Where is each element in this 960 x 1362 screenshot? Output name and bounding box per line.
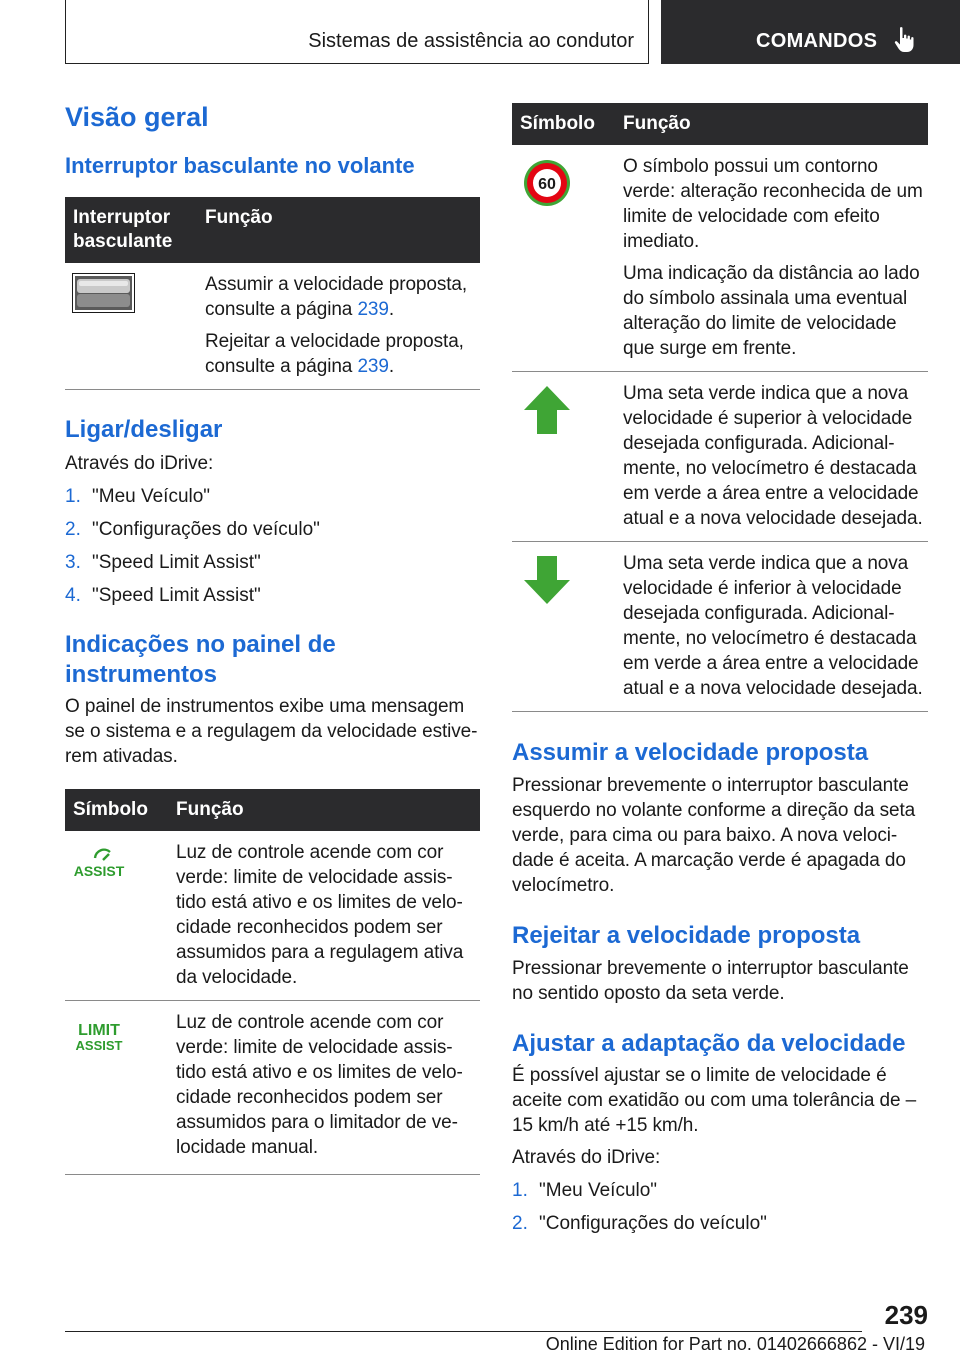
symbol-table-left xyxy=(65,789,480,1175)
table-row xyxy=(512,145,928,372)
speed-sign-text-1: O símbolo possui um contorno verde: alteração reconhecida de um limite de velocidade com efeito imediato. xyxy=(623,156,923,252)
page-link[interactable]: 239 xyxy=(357,356,389,377)
pointing-hand-icon xyxy=(894,26,916,54)
period: . xyxy=(388,356,395,377)
table-row xyxy=(65,831,480,1001)
table-header-function: Função xyxy=(168,789,480,831)
page-link[interactable]: 239 xyxy=(357,299,389,320)
instrument-panel-text: O painel de instrumentos exibe uma mensagem se o sistema e a regulagem da velocidade estiverem ativadas. xyxy=(65,696,478,767)
speed-limit-sign-icon xyxy=(523,159,571,207)
accept-speed-text: Pressionar brevemente o interruptor basculante esquerdo no volante conforme a direção da seta verde, para cima ou para baixo. A nova velocidade é aceita. A marcação verde é apagada do velocímetro. xyxy=(512,775,916,896)
list-item xyxy=(512,1178,928,1203)
step-text: "Speed Limit Assist" xyxy=(92,552,261,573)
assist-icon-label: ASSIST xyxy=(73,863,125,879)
limit-assist-indicator-icon xyxy=(65,1021,168,1061)
adjust-speed-text: É possível ajustar se o limite de velocidade é aceite com exatidão ou com uma tolerância de –15 km/h até +15 km/h. xyxy=(512,1065,917,1136)
left-column xyxy=(65,100,480,1175)
speed-sign-text-2: Uma indicação da distância ao lado do símbolo assinala uma eventual alteração do limite de velocidade que surge em frente. xyxy=(623,263,920,359)
rocker-switch-table xyxy=(65,197,480,390)
table-row xyxy=(65,1001,480,1175)
step-number: 1. xyxy=(65,486,81,507)
table-row xyxy=(512,372,928,542)
table-header-switch: Interruptor basculante xyxy=(65,197,197,263)
step-number: 2. xyxy=(512,1213,528,1234)
idrive-intro: Através do iDrive: xyxy=(512,1147,661,1168)
assist-indicator-text: Luz de controle acende com cor verde: limite de velocidade assistido está ativo e os limites de velocidade reconhecidos podem ser assumidos para a regulagem ativa da velocidade. xyxy=(168,831,480,1001)
steps-list xyxy=(512,1178,928,1236)
step-text: "Configurações do veículo" xyxy=(92,519,320,540)
symbol-table-right xyxy=(512,103,928,712)
header-section-title: Sistemas de assistência ao condutor xyxy=(308,30,634,52)
adjust-speed-heading: Ajustar a adaptação da velocidade xyxy=(512,1030,906,1057)
reject-speed-text: Rejeitar a velocidade proposta, consulte a página xyxy=(205,331,464,377)
header-section-box xyxy=(65,0,649,64)
speed-limit-value: 60 xyxy=(538,176,556,193)
rocker-switch-heading: Interruptor basculante no volante xyxy=(65,153,415,178)
arrow-down-icon xyxy=(524,556,570,604)
footer-divider xyxy=(65,1331,862,1332)
arrow-down-text: Uma seta verde indica que a nova velocidade é inferior à velocidade desejada configurada. Adicionalmente, no velocímetro é destacada em verde a área entre a velocidade atual e a nova velocidade desejada. xyxy=(615,542,928,712)
period: . xyxy=(388,299,395,320)
idrive-intro: Através do iDrive: xyxy=(65,453,214,474)
step-number: 4. xyxy=(65,585,81,606)
instrument-panel-heading: Indicações no painel de instrumentos xyxy=(65,631,336,688)
step-text: "Meu Veículo" xyxy=(92,486,211,507)
step-number: 3. xyxy=(65,552,81,573)
arrow-up-icon xyxy=(524,386,570,434)
step-text: "Speed Limit Assist" xyxy=(92,585,261,606)
list-item xyxy=(65,550,480,575)
step-number: 2. xyxy=(65,519,81,540)
assist-icon-label: ASSIST xyxy=(75,1038,123,1053)
table-row xyxy=(65,263,480,390)
limit-icon-label: LIMIT xyxy=(78,1022,120,1039)
list-item xyxy=(512,1211,928,1236)
rocker-switch-icon xyxy=(72,273,135,313)
table-header-symbol: Símbolo xyxy=(65,789,168,831)
table-row xyxy=(512,542,928,712)
table-header-function: Função xyxy=(197,197,480,263)
step-number: 1. xyxy=(512,1180,528,1201)
step-text: "Configurações do veículo" xyxy=(539,1213,767,1234)
table-header-symbol: Símbolo xyxy=(512,103,615,145)
overview-heading: Visão geral xyxy=(65,102,209,132)
accept-speed-text: Assumir a velocidade proposta, consulte a página xyxy=(205,274,468,320)
header-chapter-box xyxy=(661,0,960,64)
table-header-function: Função xyxy=(615,103,928,145)
page-number: 239 xyxy=(884,1300,928,1330)
assist-indicator-icon xyxy=(65,844,168,888)
reject-speed-heading: Rejeitar a velocidade proposta xyxy=(512,922,861,949)
limit-assist-indicator-text: Luz de controle acende com cor verde: limite de velocidade assistido está ativo e os limites de velocidade reconhecidos podem ser assumidos para o limitador de velocidade manual. xyxy=(168,1001,480,1175)
steps-list xyxy=(65,484,480,608)
accept-speed-heading: Assumir a velocidade proposta xyxy=(512,739,869,766)
on-off-heading: Ligar/desligar xyxy=(65,416,223,443)
right-column xyxy=(512,103,928,1236)
step-text: "Meu Veículo" xyxy=(539,1180,658,1201)
arrow-up-text: Uma seta verde indica que a nova velocidade é superior à velocidade desejada configurada. Adicionalmente, no velocímetro é destacada em verde a área entre a velocidade atual e a nova velocidade desejada. xyxy=(615,372,928,542)
reject-speed-text: Pressionar brevemente o interruptor basculante no sentido oposto da seta verde. xyxy=(512,958,909,1004)
list-item xyxy=(65,517,480,542)
list-item xyxy=(65,583,480,608)
list-item xyxy=(65,484,480,509)
header-chapter-title: COMANDOS xyxy=(756,30,878,52)
footer-edition: Online Edition for Part no. 01402666862 - VI/19 xyxy=(545,1334,925,1354)
